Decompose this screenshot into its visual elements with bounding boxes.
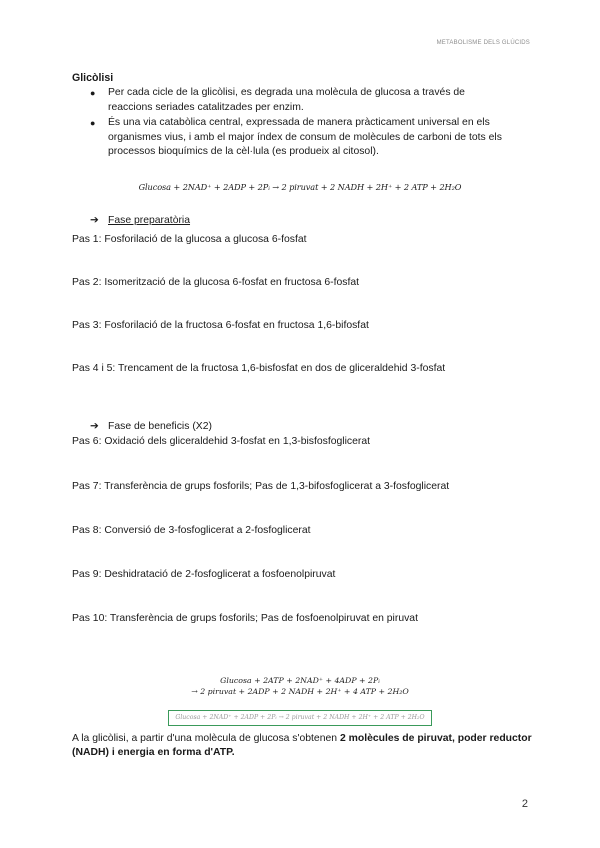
bullet-dot-icon: ● — [90, 88, 96, 98]
running-header: METABOLISME DELS GLÚCIDS — [436, 40, 530, 46]
step-4-5: Pas 4 i 5: Trencament de la fructosa 1,6-bisfosfat en dos de gliceraldehid 3-fosfat — [72, 363, 446, 374]
sum-equation-line-1: Glucosa + 2ATP + 2NAD⁺ + 4ADP + 2Pᵢ — [220, 676, 380, 685]
boxed-equation: Glucosa + 2NAD⁺ + 2ADP + 2Pᵢ → 2 piruvat + 2 NADH + 2H⁺ + 2 ATP + 2H₂O — [168, 710, 432, 726]
step-10: Pas 10: Transferència de grups fosforils; Pas de fosfoenolpiruvat en piruvat — [72, 613, 418, 624]
bullet-list — [72, 86, 512, 161]
sum-equation — [0, 675, 600, 697]
step-9: Pas 9: Deshidratació de 2-fosfoglicerat a fosfoenolpiruvat — [72, 569, 336, 580]
page-number: 2 — [521, 798, 528, 810]
arrow-right-icon: ➔ — [90, 421, 99, 432]
step-8: Pas 8: Conversió de 3-fosfoglicerat a 2-fosfoglicerat — [72, 525, 311, 536]
main-equation: Glucosa + 2NAD⁺ + 2ADP + 2Pᵢ → 2 piruvat + 2 NADH + 2H⁺ + 2 ATP + 2H₂O — [138, 182, 462, 192]
step-3: Pas 3: Fosforilació de la fructosa 6-fosfat en fructosa 1,6-bifosfat — [72, 320, 369, 331]
bullet-item — [72, 86, 512, 115]
arrow-right-icon: ➔ — [90, 215, 99, 226]
step-6: Pas 6: Oxidació dels gliceraldehid 3-fosfat en 1,3-bisfosfoglicerat — [72, 436, 371, 447]
sum-equation-line-2: → 2 piruvat + 2ADP + 2 NADH + 2H⁺ + 4 ATP + 2H₂O — [191, 687, 409, 696]
bullet-dot-icon: ● — [90, 118, 96, 128]
phase-label: Fase preparatòria — [108, 215, 191, 226]
phase-preparatory — [90, 214, 190, 228]
conclusion-bold: 2 molècules de piruvat, poder reductor (NADH) i energia en forma d'ATP. — [72, 733, 532, 758]
step-1: Pas 1: Fosforilació de la glucosa a glucosa 6-fosfat — [72, 234, 307, 245]
conclusion — [72, 732, 532, 760]
phase-benefits — [90, 420, 212, 434]
step-7: Pas 7: Transferència de grups fosforils; Pas de 1,3-bifosfoglicerat a 3-fosfoglicerat — [72, 481, 450, 492]
bullet-text: És una via catabòlica central, expressada de manera pràcticament universal en els organismes vius, i amb el major índex de consum de molècules de carboni de tots els processos bioquímics de la cèl·lula (es produeix al citosol). — [108, 117, 502, 157]
bullet-item — [72, 116, 512, 160]
step-2: Pas 2: Isomerització de la glucosa 6-fosfat en fructosa 6-fosfat — [72, 277, 360, 288]
section-title: Glicòlisi — [72, 72, 114, 84]
conclusion-text: A la glicòlisi, a partir d'una molècula de glucosa s'obtenen — [72, 733, 340, 744]
bullet-text: Per cada cicle de la glicòlisi, es degrada una molècula de glucosa a través de reaccions seriades catalitzades per enzim. — [108, 87, 465, 113]
phase-label: Fase de beneficis (X2) — [108, 421, 212, 432]
